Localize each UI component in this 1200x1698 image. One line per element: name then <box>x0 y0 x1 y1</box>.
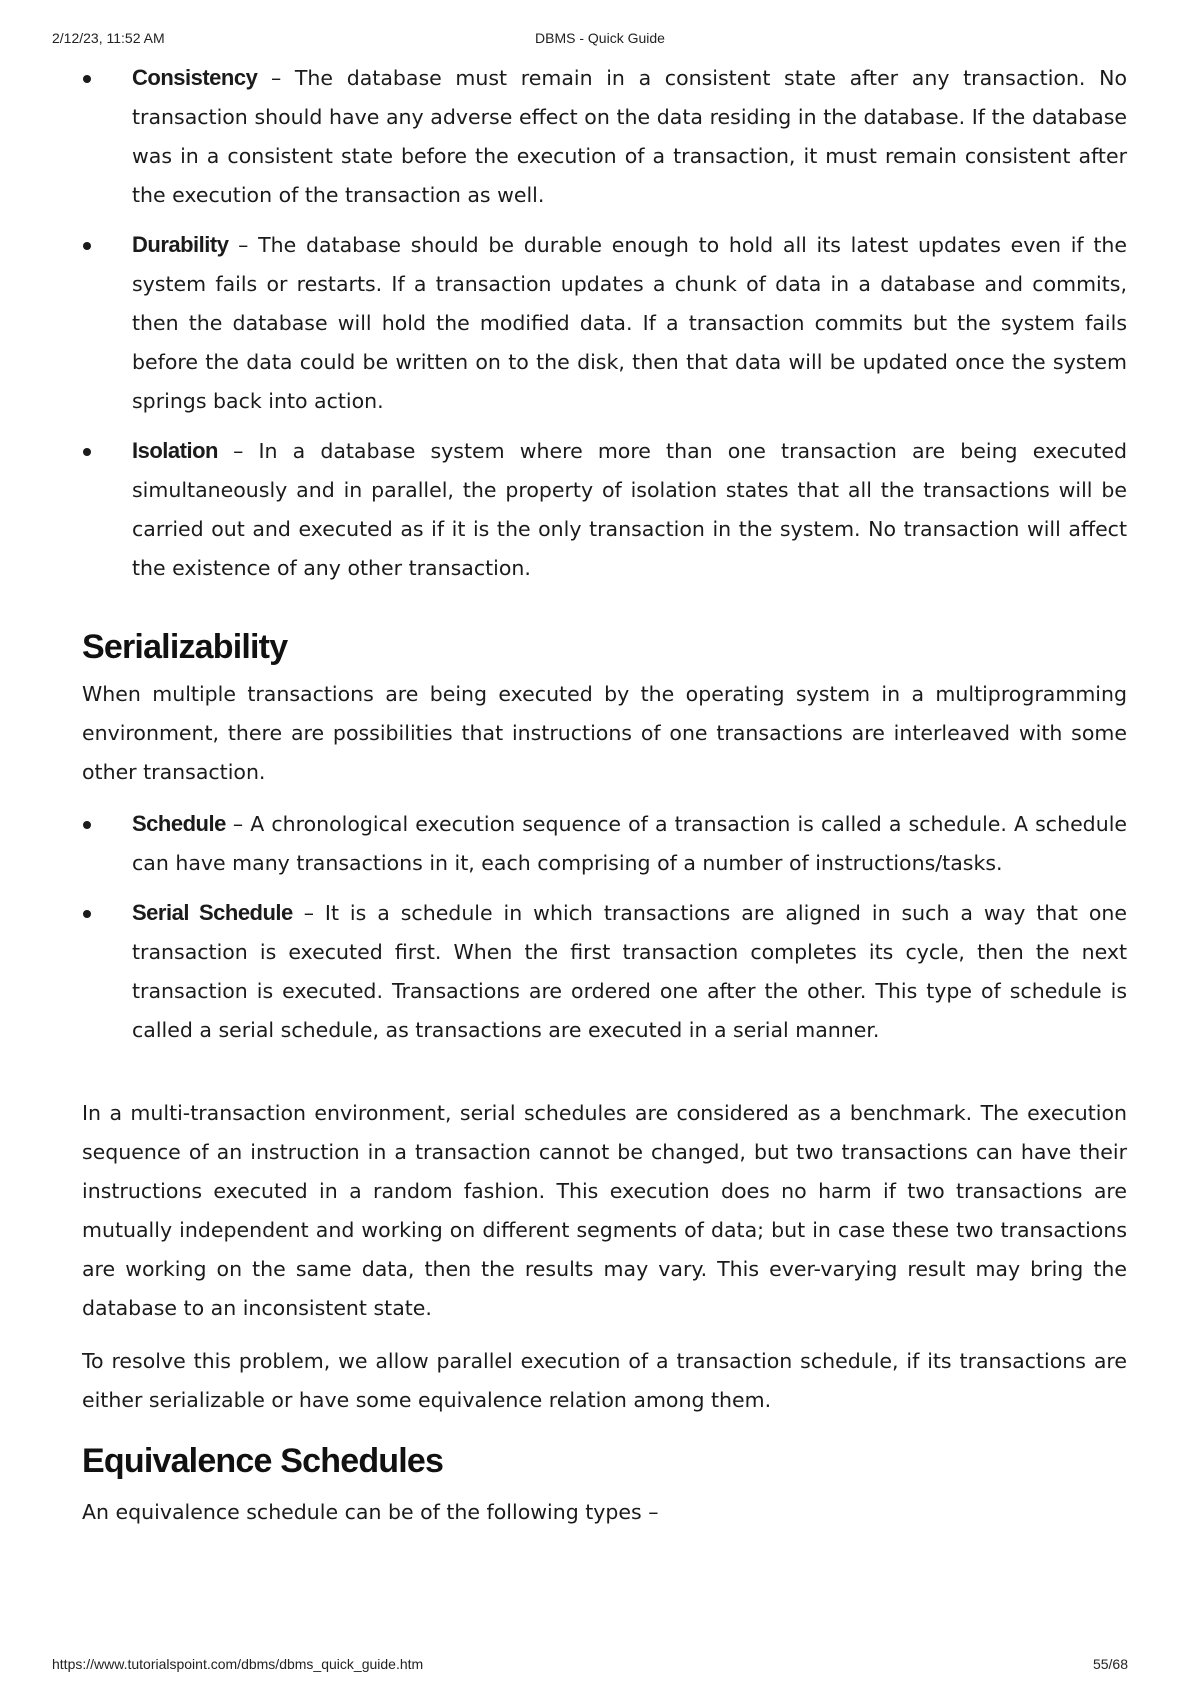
term-durability: Durability <box>132 232 229 257</box>
list-item <box>132 804 1127 883</box>
definition: – In a database system where more than one transaction are being executed simultaneously and in parallel, the property of isolation states that all the transactions will be carried out and executed as if it is the only transaction in the system. No transaction will affect the existence of any other transaction. <box>132 439 1127 580</box>
acid-list <box>82 58 1127 588</box>
definition: – The database must remain in a consistent state after any transaction. No transaction should have any adverse effect on the data residing in the database. If the database was in a consistent state before the execution of a transaction, it must remain consistent after the execution of the transaction as well. <box>132 66 1127 207</box>
list-item <box>132 893 1127 1050</box>
paragraph: To resolve this problem, we allow parallel execution of a transaction schedule, if its transactions are either serializable or have some equivalence relation among them. <box>82 1349 1127 1412</box>
term-isolation: Isolation <box>132 438 218 463</box>
list-item <box>132 58 1127 215</box>
section-heading-serializability: Serializability <box>82 628 288 666</box>
page-content <box>82 58 1127 1532</box>
paragraph: In a multi-transaction environment, serial schedules are considered as a benchmark. The execution sequence of an instruction in a transaction cannot be changed, but two transactions can have their instructions executed in a random fashion. This execution does no harm if two transactions are mutually independent and working on different segments of data; but in case these two transactions are working on the same data, then the results may vary. This ever-varying result may bring the database to an inconsistent state. <box>82 1101 1127 1320</box>
definition: – It is a schedule in which transactions are aligned in such a way that one transaction is executed first. When the first transaction completes its cycle, then the next transaction is executed. Transactions are ordered one after the other. This type of schedule is called a serial schedule, as transactions are executed in a serial manner. <box>132 901 1127 1042</box>
list-item <box>132 431 1127 588</box>
section-heading-equivalence-schedules: Equivalence Schedules <box>82 1442 444 1480</box>
definition: – A chronological execution sequence of a transaction is called a schedule. A schedule can have many transactions in it, each comprising of a number of instructions/tasks. <box>132 812 1127 875</box>
term-schedule: Schedule <box>132 811 226 836</box>
page-number: 55/68 <box>1092 1656 1128 1672</box>
term-consistency: Consistency <box>132 65 258 90</box>
document-title: DBMS - Quick Guide <box>535 30 665 46</box>
term-serial-schedule: Serial Schedule <box>132 900 293 925</box>
definition: – The database should be durable enough to hold all its latest updates even if the system fails or restarts. If a transaction updates a chunk of data in a database and commits, then the database will hold the modified data. If a transaction commits but the system fails before the data could be written on to the disk, then that data will be updated once the system springs back into action. <box>132 233 1127 413</box>
list-item <box>132 225 1127 421</box>
source-url: https://www.tutorialspoint.com/dbms/dbms_quick_guide.htm <box>52 1656 424 1672</box>
print-datetime: 2/12/23, 11:52 AM <box>52 30 165 46</box>
serializability-intro: When multiple transactions are being executed by the operating system in a multiprogramming environment, there are possibilities that instructions of one transactions are interleaved with some other transaction. <box>82 682 1127 784</box>
schedule-list <box>82 804 1127 1050</box>
equivalence-intro: An equivalence schedule can be of the following types – <box>82 1500 659 1524</box>
